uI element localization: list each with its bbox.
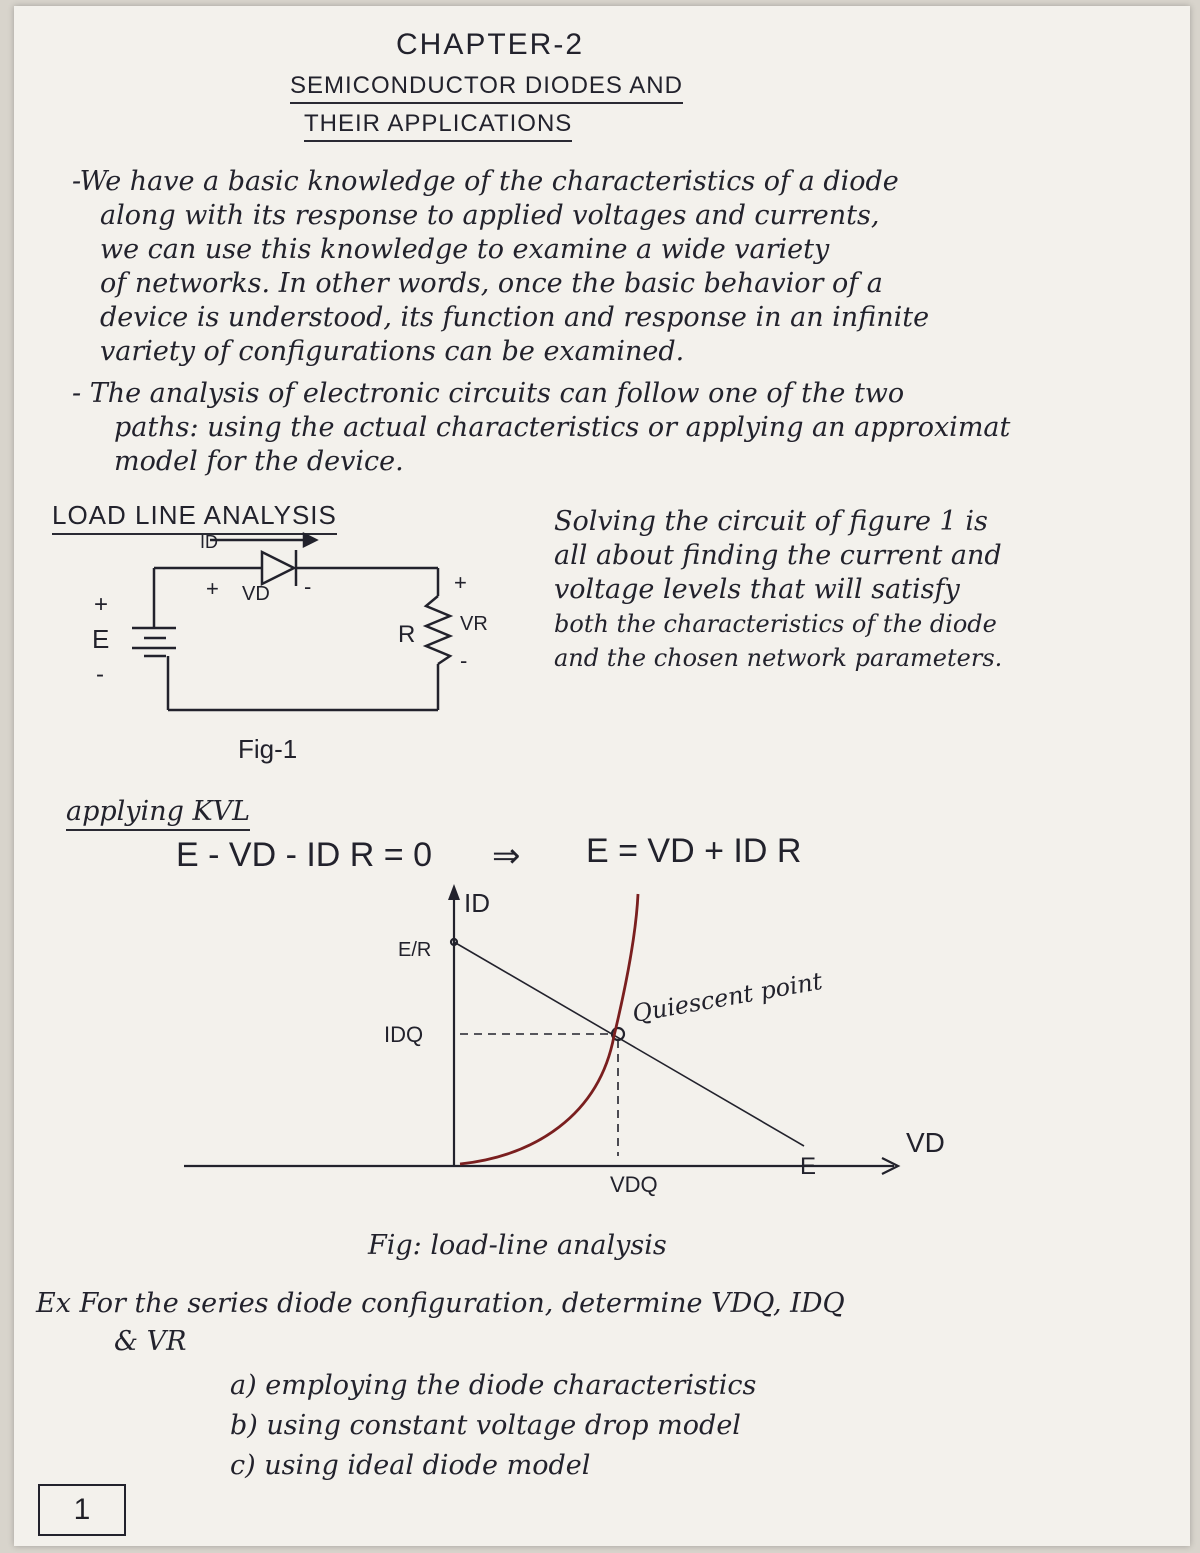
y-axis-arrow-icon bbox=[448, 884, 460, 900]
circuit-id-label: ID bbox=[200, 532, 218, 552]
vd-minus: - bbox=[304, 574, 312, 599]
description-line: Solving the circuit of figure 1 is bbox=[554, 506, 988, 537]
kvl-arrow: ⇒ bbox=[492, 837, 521, 875]
kvl-equation-right: E = VD + ID R bbox=[586, 832, 802, 870]
figure-1-caption: Fig-1 bbox=[238, 734, 298, 764]
e-label: E bbox=[92, 624, 110, 654]
load-line-caption: Fig: load-line analysis bbox=[368, 1230, 667, 1261]
x-axis-label: VD bbox=[906, 1127, 945, 1158]
vd-label: VD bbox=[242, 583, 270, 605]
idq-label: IDQ bbox=[384, 1022, 424, 1047]
example-prompt-continued: & VR bbox=[114, 1326, 187, 1357]
chapter-subtitle-line2: THEIR APPLICATIONS bbox=[304, 110, 572, 142]
page-number: 1 bbox=[38, 1484, 126, 1536]
chapter-subtitle-line1: SEMICONDUCTOR DIODES AND bbox=[290, 72, 683, 104]
current-arrow-icon bbox=[304, 534, 316, 546]
vr-plus: + bbox=[454, 570, 467, 595]
intro-line: model for the device. bbox=[114, 446, 404, 477]
intro-line: paths: using the actual characteristics or applying an approximat bbox=[114, 412, 1011, 443]
intro-line: variety of configurations can be examined. bbox=[100, 336, 685, 367]
x-intercept-label: E bbox=[800, 1153, 817, 1180]
intro-line: device is understood, its function and response in an infinite bbox=[100, 302, 930, 333]
intro-line: we can use this knowledge to examine a wide variety bbox=[100, 234, 830, 265]
description-line: both the characteristics of the diode bbox=[554, 610, 997, 638]
description-line: and the chosen network parameters. bbox=[554, 644, 1003, 672]
description-line: voltage levels that will satisfy bbox=[554, 574, 960, 605]
y-intercept-label: E/R bbox=[398, 939, 432, 961]
vr-label: VR bbox=[460, 613, 488, 635]
load-line-heading: LOAD LINE ANALYSIS bbox=[52, 500, 337, 535]
vdq-label: VDQ bbox=[610, 1172, 658, 1197]
e-plus: + bbox=[94, 591, 109, 618]
intro-line: along with its response to applied voltages and currents, bbox=[100, 200, 880, 231]
kvl-equation-left: E - VD - ID R = 0 bbox=[176, 836, 432, 874]
diode-characteristic-curve bbox=[460, 894, 638, 1164]
vd-plus: + bbox=[206, 576, 219, 601]
intro-line: -We have a basic knowledge of the characteristics of a diode bbox=[72, 166, 899, 197]
q-point-label: Quiescent point bbox=[630, 966, 825, 1028]
intro-line: - The analysis of electronic circuits can follow one of the two bbox=[72, 378, 905, 409]
e-minus: - bbox=[96, 661, 104, 688]
y-axis-label: ID bbox=[464, 888, 490, 918]
vr-minus: - bbox=[460, 648, 468, 673]
example-prompt: Ex For the series diode configuration, determine VDQ, IDQ bbox=[36, 1288, 845, 1319]
notebook-page bbox=[14, 6, 1190, 1546]
example-part-b: b) using constant voltage drop model bbox=[230, 1410, 741, 1441]
chapter-title: CHAPTER-2 bbox=[396, 28, 585, 61]
intro-line: of networks. In other words, once the basic behavior of a bbox=[100, 268, 883, 299]
example-part-a: a) employing the diode characteristics bbox=[230, 1370, 757, 1401]
r-label: R bbox=[398, 621, 416, 648]
resistor-symbol bbox=[426, 596, 450, 664]
load-line-graph bbox=[184, 884, 898, 1174]
example-part-c: c) using ideal diode model bbox=[230, 1450, 591, 1481]
description-line: all about finding the current and bbox=[554, 540, 1002, 571]
diode-symbol bbox=[262, 552, 294, 584]
kvl-heading: applying KVL bbox=[66, 796, 250, 831]
